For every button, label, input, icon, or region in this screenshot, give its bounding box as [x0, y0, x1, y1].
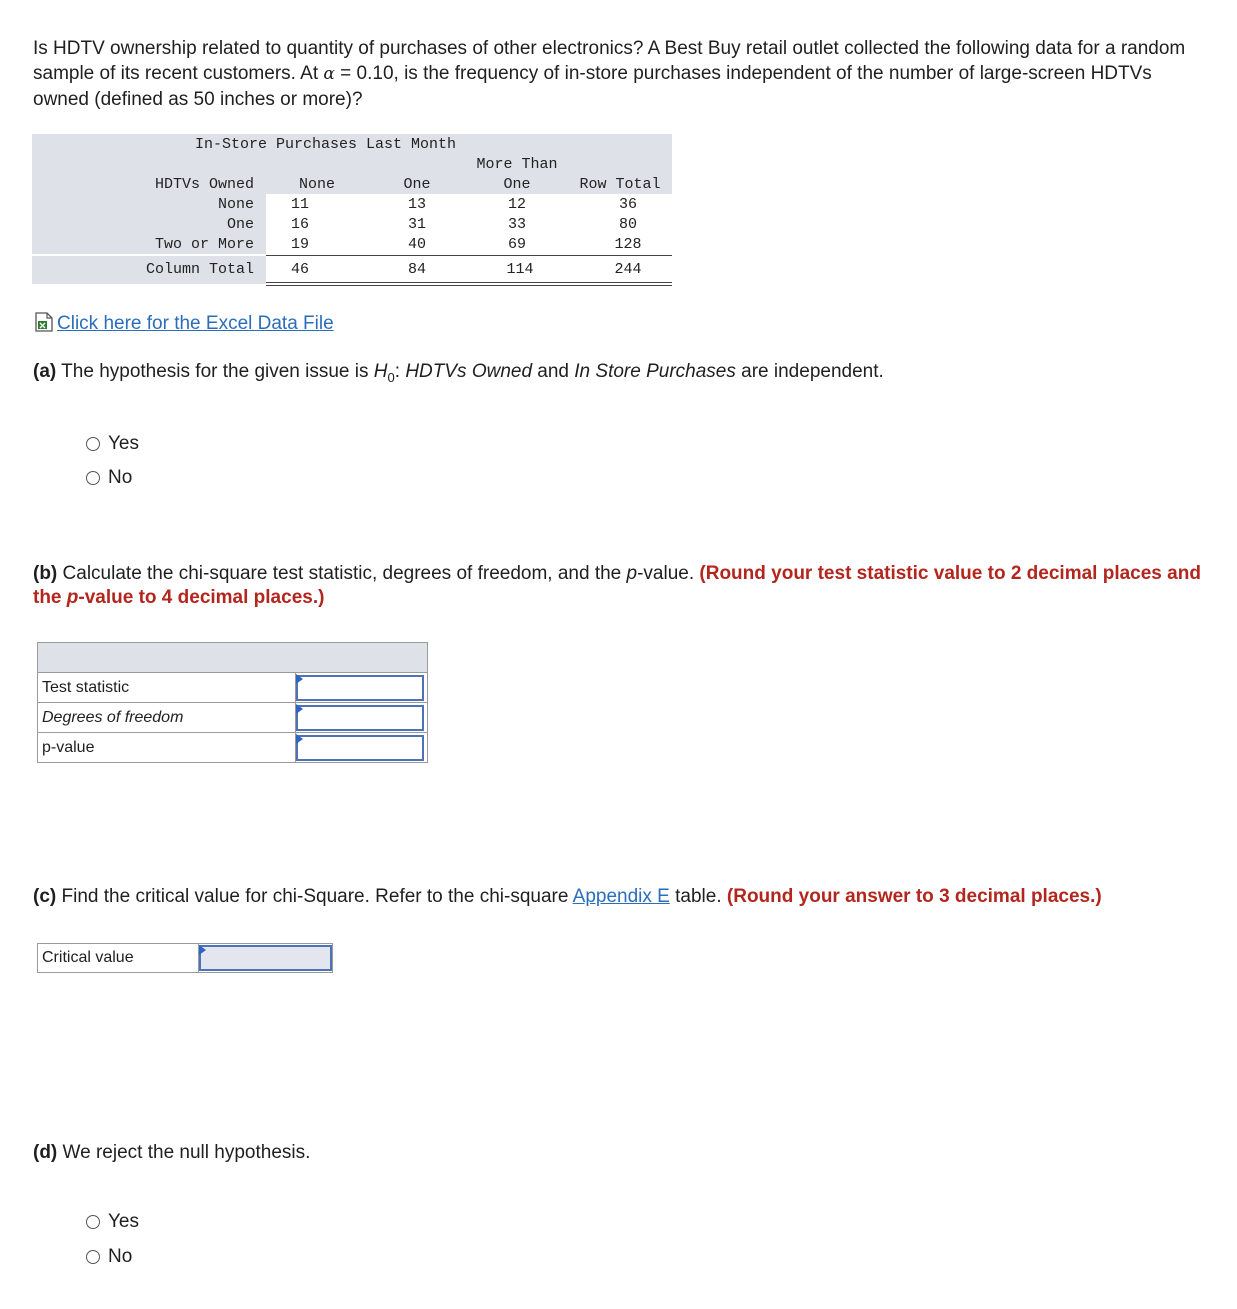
degrees-of-freedom-label: Degrees of freedom — [38, 703, 296, 733]
part-b-instruction-1: (Round your test statistic value to 2 decimal places and the — [33, 563, 1201, 608]
part-c-label: (c) — [33, 886, 57, 907]
part-b-label: (b) — [33, 563, 58, 584]
total-one: 84 — [407, 261, 426, 278]
flag-icon — [199, 945, 206, 955]
part-a-label: (a) — [33, 361, 57, 382]
col-header-more-than-one: One — [503, 176, 531, 193]
h0-colon: : — [394, 361, 406, 382]
part-b-text-2: -value. — [637, 563, 700, 584]
answer-table-header — [38, 643, 428, 673]
part-a-option-no[interactable] — [86, 467, 132, 489]
degrees-of-freedom-input[interactable] — [296, 705, 424, 731]
part-d-label: (d) — [33, 1142, 58, 1163]
part-b-prompt — [33, 562, 1213, 610]
test-statistic-input[interactable] — [296, 675, 424, 701]
part-a-prompt — [33, 359, 884, 390]
double-rule-2 — [266, 285, 672, 286]
answer-row-degrees-of-freedom — [38, 703, 428, 733]
part-b-instruction-p: p — [66, 587, 79, 608]
part-a-text-1: The hypothesis for the given issue is — [56, 361, 374, 382]
part-d-prompt — [33, 1142, 310, 1164]
part-d-text: We reject the null hypothesis. — [57, 1142, 311, 1163]
cell-none-one: 13 — [407, 196, 426, 213]
cell-one-one: 31 — [407, 216, 426, 233]
row-label-two-or-more: Two or More — [154, 236, 254, 253]
double-rule-1 — [266, 282, 672, 283]
cell-one-none: 16 — [291, 216, 310, 233]
excel-data-link[interactable]: Click here for the Excel Data File — [57, 313, 334, 334]
option-label: Yes — [108, 433, 139, 454]
excel-link-row — [33, 312, 334, 335]
intro-text-1: Is HDTV ownership related to quantity of purchases of other electronics? A Best Buy retail outlet collected the following data for a random sample of its recent customers. At — [33, 38, 1186, 84]
cell-one-more: 33 — [507, 216, 526, 233]
table-title: In-Store Purchases Last Month — [195, 136, 457, 153]
cell-one-total: 80 — [618, 216, 637, 233]
cell-two-one: 40 — [407, 236, 426, 253]
var-hdtvs-owned: HDTVs Owned — [405, 361, 533, 382]
part-a-text-2: are independent. — [735, 361, 884, 382]
total-grand: 244 — [614, 261, 642, 278]
critical-value-table — [37, 943, 333, 973]
cell-two-none: 19 — [291, 236, 310, 253]
total-rule — [266, 255, 672, 256]
h0-symbol: H — [373, 361, 388, 382]
p-value-input[interactable] — [296, 735, 424, 761]
part-a-option-yes[interactable] — [86, 433, 139, 455]
part-c-text-2: table. — [669, 886, 727, 907]
part-d-option-yes[interactable] — [86, 1211, 139, 1233]
answer-row-test-statistic — [38, 673, 428, 703]
more-than-label: More Than — [476, 156, 558, 173]
row-header-label: HDTVs Owned — [154, 176, 254, 193]
var-in-store-purchases: In Store Purchases — [574, 361, 736, 382]
contingency-table — [32, 134, 672, 286]
col-header-one: One — [403, 176, 431, 193]
critical-value-label: Critical value — [38, 944, 199, 973]
option-label: Yes — [108, 1211, 139, 1232]
row-label-one: One — [226, 216, 254, 233]
part-d-option-no[interactable] — [86, 1246, 132, 1268]
part-c-text-1: Find the critical value for chi-Square. Refer to the chi-square — [56, 886, 573, 907]
total-more: 114 — [506, 261, 534, 278]
row-label-none: None — [217, 196, 254, 213]
cell-none-more: 12 — [507, 196, 526, 213]
radio-button[interactable] — [86, 471, 100, 485]
option-label: No — [108, 1246, 133, 1267]
part-b-answer-table — [37, 642, 428, 763]
part-c-instruction: (Round your answer to 3 decimal places.) — [726, 886, 1102, 907]
test-statistic-label: Test statistic — [38, 673, 296, 703]
answer-row-p-value — [38, 733, 428, 763]
part-a-and: and — [532, 361, 575, 382]
flag-icon — [296, 674, 303, 684]
question-intro — [33, 36, 1213, 112]
excel-file-icon[interactable] — [33, 312, 55, 332]
flag-icon — [296, 734, 303, 744]
cell-two-total: 128 — [614, 236, 642, 253]
part-b-text-1: Calculate the chi-square test statistic, degrees of freedom, and the — [57, 563, 627, 584]
intro-text-2: = 0.10, is the frequency of in-store purchases independent of the number of large-screen HDTVs owned (defined as 50 inches or more)? — [33, 63, 1152, 110]
radio-button[interactable] — [86, 1215, 100, 1229]
option-label: No — [108, 467, 133, 488]
alpha-symbol: α — [323, 64, 335, 84]
critical-value-row — [38, 944, 333, 973]
col-header-row-total: Row Total — [579, 176, 661, 193]
radio-button[interactable] — [86, 437, 100, 451]
part-b-p: p — [626, 563, 638, 584]
cell-none-none: 11 — [291, 196, 310, 213]
flag-icon — [296, 704, 303, 714]
p-value-label: p-value — [38, 733, 296, 763]
row-label-column-total: Column Total — [145, 261, 254, 278]
total-none: 46 — [291, 261, 310, 278]
part-b-instruction-2: -value to 4 decimal places.) — [78, 587, 325, 608]
radio-button[interactable] — [86, 1250, 100, 1264]
cell-none-total: 36 — [618, 196, 637, 213]
part-c-prompt — [33, 884, 1223, 909]
h0-subscript: 0 — [387, 369, 395, 385]
cell-two-more: 69 — [507, 236, 526, 253]
critical-value-input[interactable] — [199, 945, 332, 971]
appendix-e-link[interactable]: Appendix E — [572, 886, 670, 907]
col-header-none: None — [298, 176, 335, 193]
